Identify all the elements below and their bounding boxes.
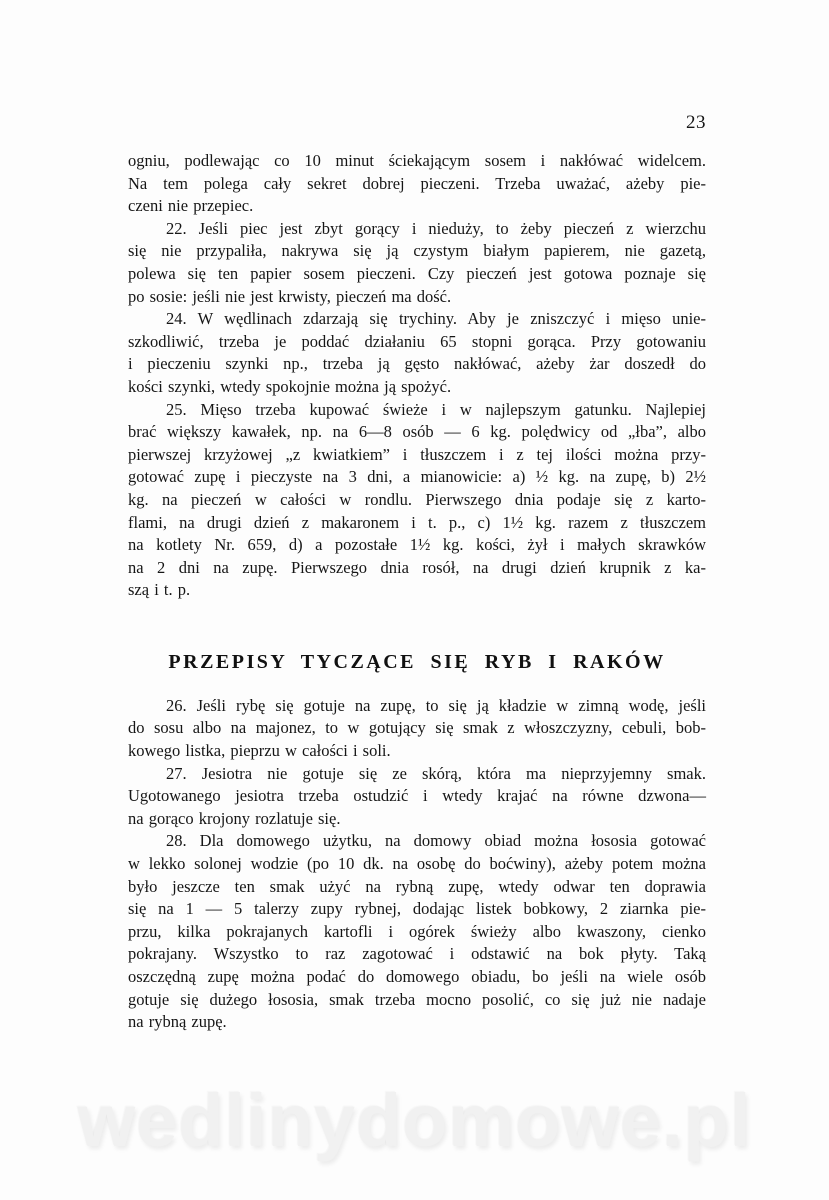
paragraph xyxy=(128,695,706,763)
text-line: brać większy kawałek, np. na 6—8 osób — 6 kg. polędwicy od „łba”, albo xyxy=(128,422,706,442)
text-line: gotuje się dużego łososia, smak trzeba mocno posolić, co się już nie nadaje xyxy=(128,989,706,1009)
paragraph xyxy=(128,763,706,831)
text-line: polewa się ten papier sosem pieczeni. Czy pieczeń jest gotowa poznaje się xyxy=(128,263,706,283)
section-heading: PRZEPISY TYCZĄCE SIĘ RYB I RAKÓW xyxy=(168,650,666,673)
text-line: na gorąco krojony rozlatuje się. xyxy=(128,808,341,828)
text-line: Ugotowanego jesiotra trzeba ostudzić i wtedy krajać na równe dzwona— xyxy=(128,786,706,806)
text-line: 24. W wędlinach zdarzają się trychiny. Aby je zniszczyć i mięso unie- xyxy=(166,309,706,329)
text-line: kg. na pieczeń w całości w rondlu. Pierwszego dnia podaje się z karto- xyxy=(128,489,706,509)
paragraph xyxy=(128,308,706,398)
text-line: po sosie: jeśli nie jest krwisty, pieczeń ma dość. xyxy=(128,286,452,306)
text-line: szkodliwić, trzeba je poddać działaniu 65 stopni gorąca. Przy gotowaniu xyxy=(128,331,706,351)
text-line: 28. Dla domowego użytku, na domowy obiad można łososia gotować xyxy=(166,831,706,851)
text-line: czeni nie przepiec. xyxy=(128,196,254,216)
text-line: pokrajany. Wszystko to raz zagotować i odstawić na bok płyty. Taką xyxy=(128,944,706,964)
text-line: 26. Jeśli rybę się gotuje na zupę, to się ją kładzie w zimną wodę, jeśli xyxy=(166,695,706,715)
text-line: 27. Jesiotra nie gotuje się ze skórą, która ma nieprzyjemny smak. xyxy=(166,763,706,783)
text-line: gotować zupę i pieczyste na 3 dni, a mianowicie: a) ½ kg. na zupę, b) 2½ xyxy=(128,467,706,487)
text-line: oszczędną zupę można podać do domowego obiadu, bo jeśli na wiele osób xyxy=(128,967,706,986)
text-line: flami, na drugi dzień z makaronem i t. p., c) 1½ kg. razem z tłuszczem xyxy=(128,512,706,532)
text-line: się na 1 — 5 talerzy zupy rybnej, dodając listek bobkowy, 2 ziarnka pie- xyxy=(128,899,706,919)
text-line: się nie przypaliła, nakrywa się ją czystym białym papierem, nie gazetą, xyxy=(128,241,706,261)
paragraph xyxy=(128,218,706,308)
paragraph xyxy=(128,399,706,602)
text-line: kości szynki, wtedy spokojnie można ją spożyć. xyxy=(128,376,452,396)
text-line: i pieczeniu szynki np., trzeba ją gęsto nakłówać, ażeby żar doszedł do xyxy=(128,354,706,374)
watermark: wedlinydomowe.pl xyxy=(77,1079,752,1162)
paragraph xyxy=(128,830,706,1033)
page-number: 23 xyxy=(686,112,706,133)
text-line: na 2 dni na zupę. Pierwszego dnia rosół, na drugi dzień krupnik z ka- xyxy=(128,557,706,577)
text-line: przu, kilka pokrajanych kartofli i ogórek świeży albo kwaszony, cienko xyxy=(128,921,706,941)
text-line: szą i t. p. xyxy=(128,580,191,600)
paragraph xyxy=(128,150,706,218)
text-line: na rybną zupę. xyxy=(128,1012,227,1032)
text-line: ogniu, podlewając co 10 minut ściekającym sosem i nakłówać widelcem. xyxy=(128,151,706,170)
text-line: kowego listka, pieprzu w całości i soli. xyxy=(128,741,391,761)
text-line: było jeszcze ten smak użyć na rybną zupę, wtedy odwar ten doprawia xyxy=(128,876,706,896)
text-line: 22. Jeśli piec jest zbyt gorący i nieduży, to żeby pieczeń z wierzchu xyxy=(166,218,706,238)
text-line: Na tem polega cały sekret dobrej pieczeni. Trzeba uważać, ażeby pie- xyxy=(128,173,706,193)
text-line: pierwszej krzyżowej „z kwiatkiem” i tłuszczem i z tej ilości można przy- xyxy=(128,444,706,464)
text-line: 25. Mięso trzeba kupować świeże i w najlepszym gatunku. Najlepiej xyxy=(166,399,706,419)
text-line: do sosu albo na majonez, to w gotujący się smak z włoszczyzny, cebuli, bob- xyxy=(128,718,706,738)
text-block xyxy=(128,150,706,1034)
text-line: w lekko solonej wodzie (po 10 dk. na osobę do boćwiny), ażeby potem można xyxy=(128,854,706,874)
text-line: na kotlety Nr. 659, d) a pozostałe 1½ kg. kości, żył i małych skrawków xyxy=(128,535,706,555)
